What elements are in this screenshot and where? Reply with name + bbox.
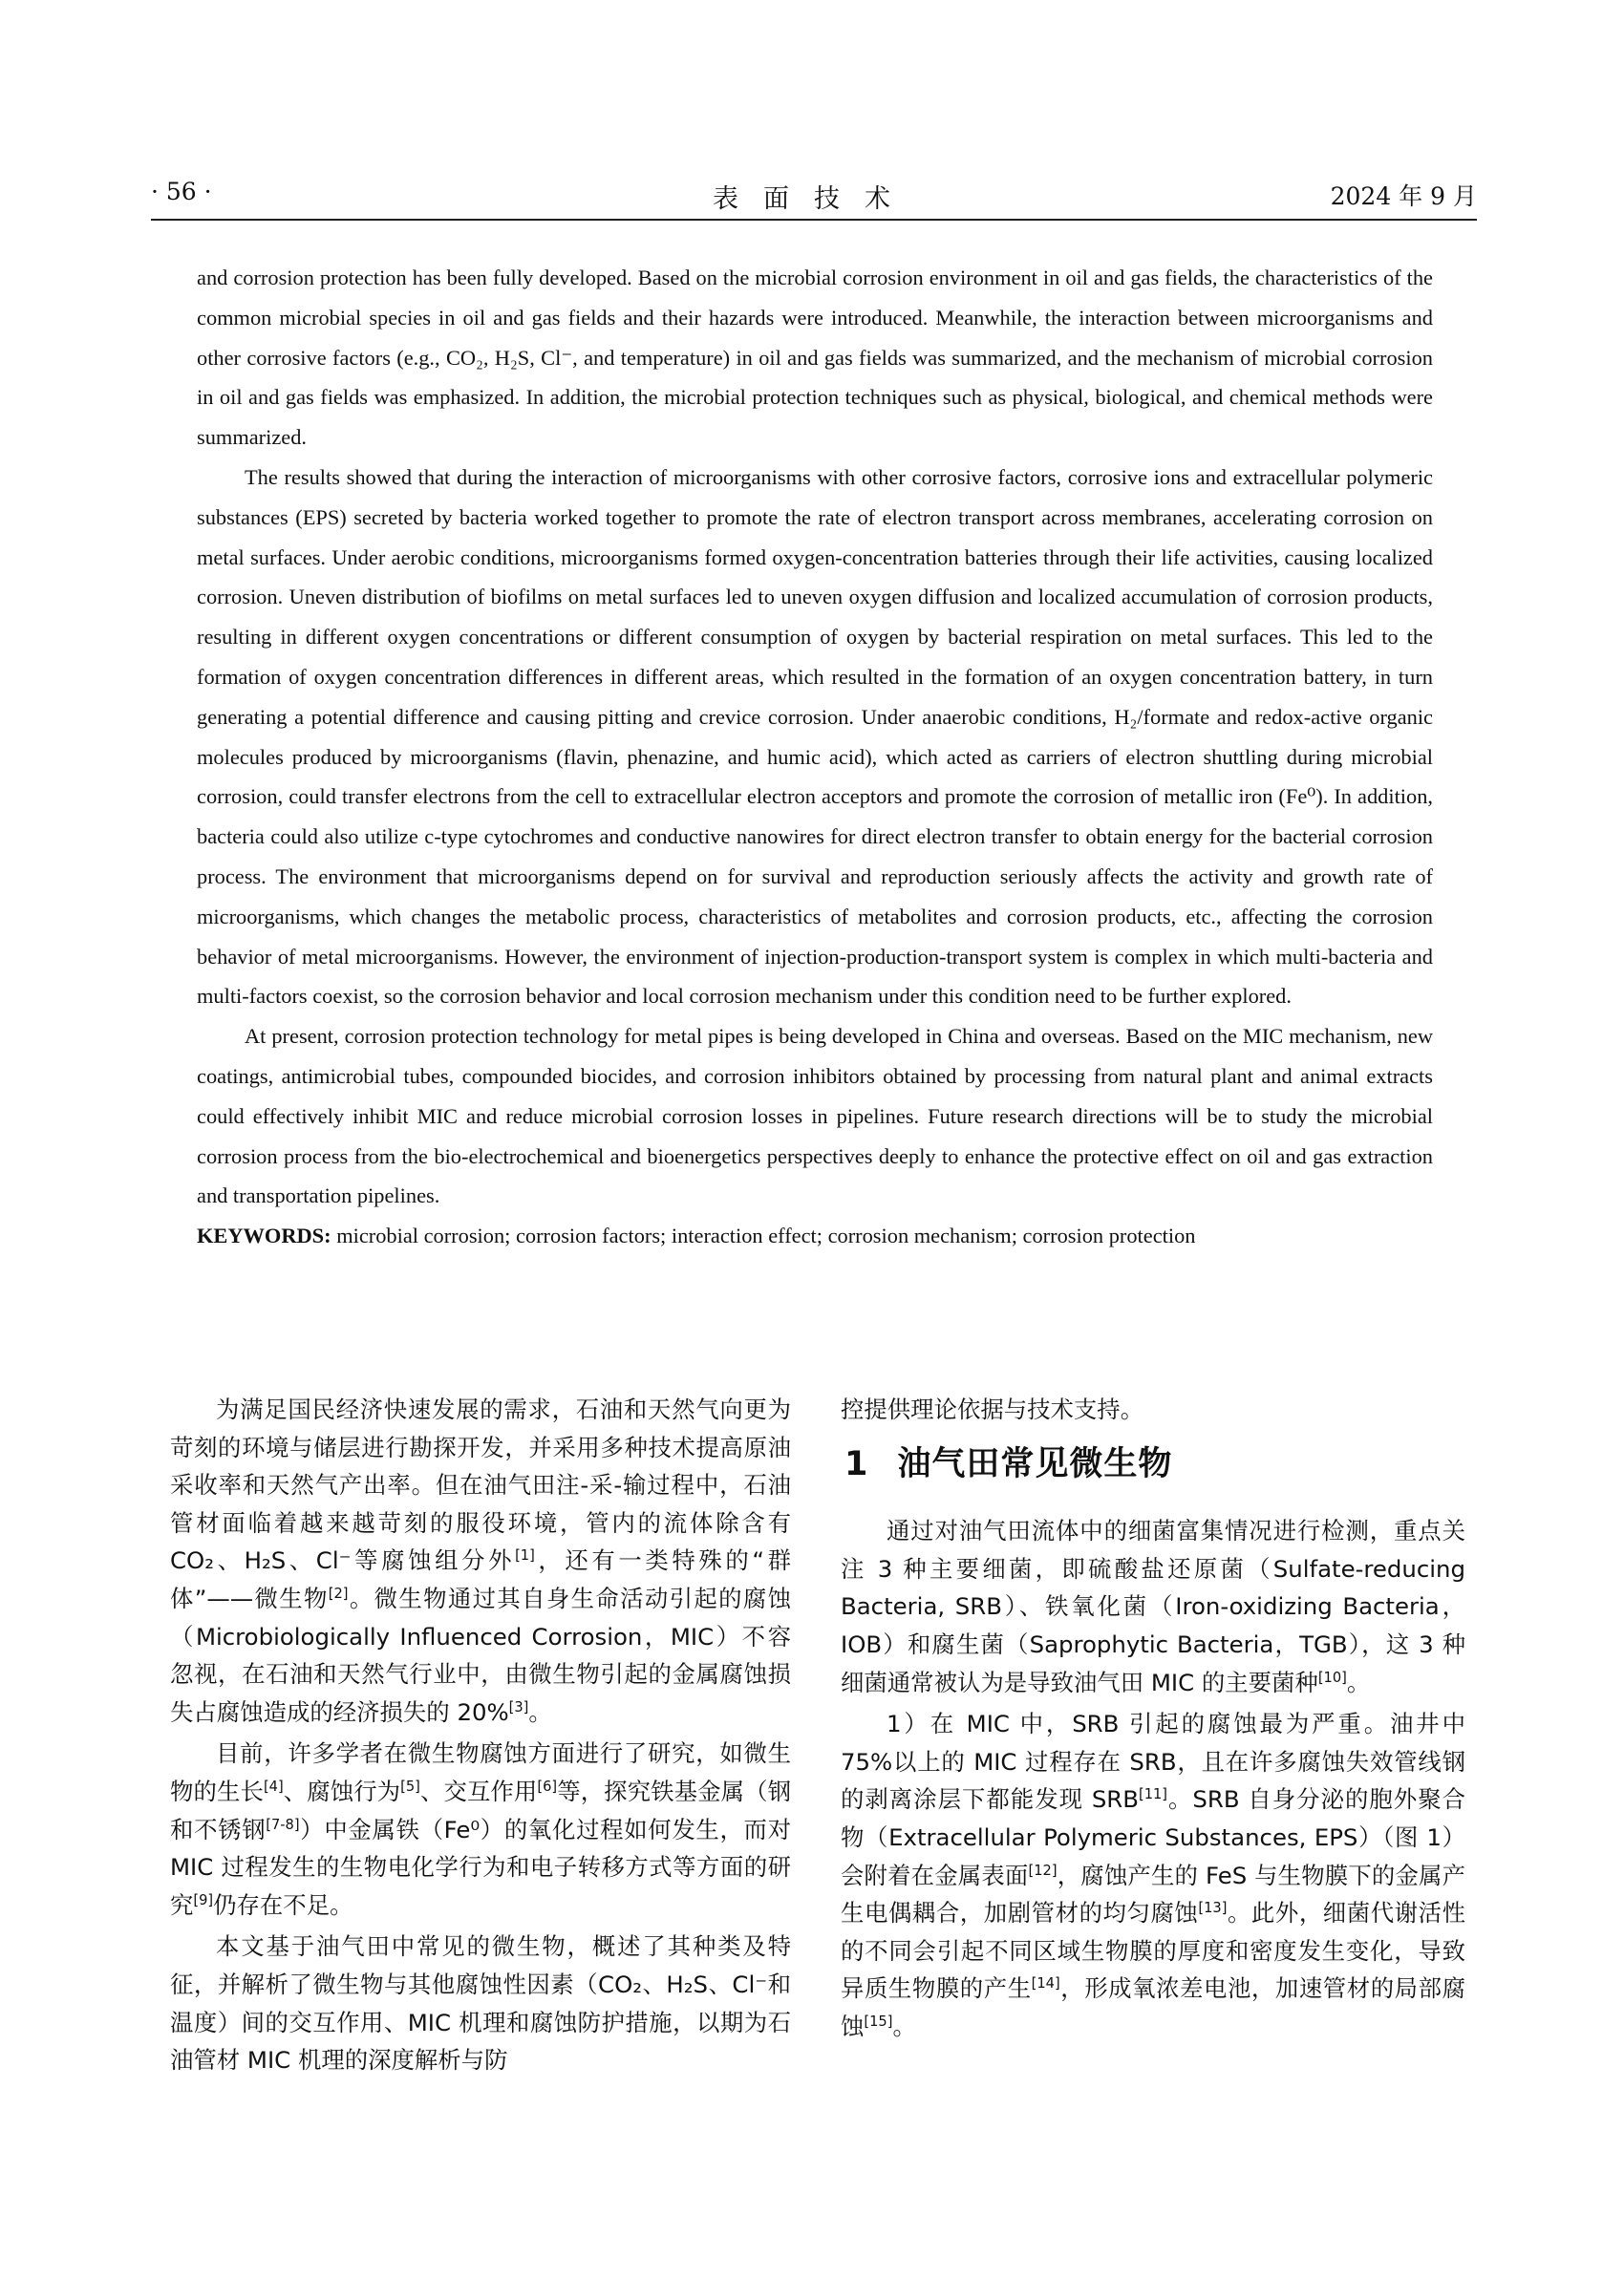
citation-marker: [5] xyxy=(400,1778,420,1795)
running-header xyxy=(151,178,1477,216)
citation-marker: [11] xyxy=(1138,1786,1168,1803)
citation-marker: [12] xyxy=(1028,1862,1058,1879)
section-title: 油气田常见微生物 xyxy=(897,1444,1173,1483)
abstract-paragraph-2: The results showed that during the interaction of microorganisms with other corrosive factors, corrosive ions and extracellular polymeric substances (EPS) secreted by bacteria worked together to promote the rate of electron transport across membranes, accelerating corrosion on metal surfaces. Under aerobic conditions, microorganisms formed oxygen-concentration batteries through their life activities, causing localized corrosion. Uneven distribution of biofilms on metal surfaces led to uneven oxygen diffusion and localized accumulation of corrosion products, resulting in different oxygen concentrations or different consumption of oxygen by bacterial respiration on metal surfaces. This led to the formation of oxygen concentration differences in different areas, which resulted in the formation of an oxygen concentration battery, in turn generating a potential difference and causing pitting and crevice corrosion. Under anaerobic conditions, H₂/formate and redox-active organic molecules produced by microorganisms (flavin, phenazine, and humic acid), which acted as carriers of electron shuttling during microbial corrosion, could transfer electrons from the cell to extracellular electron acceptors and promote the corrosion of metallic iron (Fe⁰). In addition, bacteria could also utilize c-type cytochromes and conductive nanowires for direct electron transfer to obtain energy for the bacterial corrosion process. The environment that microorganisms depend on for survival and reproduction seriously affects the activity and growth rate of microorganisms, which changes the metabolic process, characteristics of metabolites and corrosion products, etc., affecting the corrosion behavior of metal microorganisms. However, the environment of injection-production-transport system is complex in which multi-bacteria and multi-factors coexist, so the corrosion behavior and local corrosion mechanism under this condition need to be further explored. xyxy=(197,464,1433,1009)
section-heading xyxy=(844,1446,1465,1484)
page-number: · 56 · xyxy=(151,178,212,205)
body-column-right xyxy=(841,1391,1465,2050)
keywords-label: KEYWORDS: xyxy=(197,1224,331,1248)
citation-marker: [3] xyxy=(508,1698,529,1715)
body-paragraph: 通过对油气田流体中的细菌富集情况进行检测，重点关注 3 种主要细菌，即硫酸盐还原菌（Sulfate-reducing Bacteria, SRB）、铁氧化菌（Iron-oxidizing Bacteria，IOB）和腐生菌（Saprophytic Bacteria，TGB），这 3 种细菌通常被认为是导致油气田 MIC 的主要菌种[10]。 xyxy=(841,1517,1465,1696)
citation-marker: [7-8] xyxy=(266,1816,300,1833)
body-paragraph-continued: 控提供理论依据与技术支持。 xyxy=(841,1396,1144,1423)
body-paragraph: 本文基于油气田中常见的微生物，概述了其种类及特征，并解析了微生物与其他腐蚀性因素（CO₂、H₂S、Cl⁻和温度）间的交互作用、MIC 机理和腐蚀防护措施，以期为石油管材 MIC 机理的深度解析与防 xyxy=(170,1932,791,2075)
body-paragraph: 目前，许多学者在微生物腐蚀方面进行了研究，如微生物的生长[4]、腐蚀行为[5]、交互作用[6]等，探究铁基金属（钢和不锈钢[7-8]）中金属铁（Fe⁰）的氧化过程如何发生，而对 MIC 过程发生的生物电化学行为和电子转移方式等方面的研究[9]仍存在不足。 xyxy=(170,1739,791,1919)
issue-date: 2024 年 9 月 xyxy=(1330,182,1477,210)
citation-marker: [15] xyxy=(864,2013,893,2030)
english-abstract xyxy=(197,258,1433,1256)
abstract-paragraph-3: At present, corrosion protection technology for metal pipes is being developed in China and overseas. Based on the MIC mechanism, new coatings, antimicrobial tubes, compounded biocides, and corrosion inhibitors obtained by processing from natural plant and animal extracts could effectively inhibit MIC and reduce microbial corrosion losses in pipelines. Future research directions will be to study the microbial corrosion process from the bio-electrochemical and bioenergetics perspectives deeply to enhance the protective effect on oil and gas extraction and transportation pipelines. xyxy=(197,1024,1433,1208)
body-paragraph: 为满足国民经济快速发展的需求，石油和天然气向更为苛刻的环境与储层进行勘探开发，并采用多种技术提高原油采收率和天然气产出率。但在油气田注-采-输过程中，石油管材面临着越来越苛刻的服役环境，管内的流体除含有 CO₂、H₂S、Cl⁻等腐蚀组分外[1]，还有一类特殊的“群体”——微生物[2]。微生物通过其自身生命活动引起的腐蚀（Microbiologically Influenced Corrosion，MIC）不容忽视，在石油和天然气行业中，由微生物引起的金属腐蚀损失占腐蚀造成的经济损失的 20%[3]。 xyxy=(170,1396,791,1726)
citation-marker: [13] xyxy=(1198,1900,1228,1916)
citation-marker: [6] xyxy=(537,1778,558,1795)
citation-marker: [10] xyxy=(1317,1669,1347,1686)
section-number: 1 xyxy=(844,1444,869,1483)
body-paragraph: 1）在 MIC 中，SRB 引起的腐蚀最为严重。油井中 75%以上的 MIC 过程存在 SRB，且在许多腐蚀失效管线钢的剥离涂层下都能发现 SRB[11]。SRB 自身分泌的胞外聚合物（Extracellular Polymeric Substances, EPS）（图 1）会附着在金属表面[12]，腐蚀产生的 FeS 与生物膜下的金属产生电偶耦合，加剧管材的均匀腐蚀[13]。此外，细菌代谢活性的不同会引起不同区域生物膜的厚度和密度发生变化，导致异质生物膜的产生[14]，形成氧浓差电池，加速管材的局部腐蚀[15]。 xyxy=(841,1710,1465,2040)
citation-marker: [1] xyxy=(515,1547,535,1565)
keywords-line xyxy=(197,1216,1433,1256)
citation-marker: [2] xyxy=(328,1585,349,1602)
citation-marker: [14] xyxy=(1031,1975,1060,1992)
keywords-text: microbial corrosion; corrosion factors; interaction effect; corrosion mechanism; corrosion protection xyxy=(336,1224,1196,1248)
header-rule xyxy=(151,219,1477,221)
citation-marker: [9] xyxy=(193,1891,214,1908)
journal-name: 表面技术 xyxy=(713,184,915,214)
body-column-left xyxy=(170,1391,791,2083)
citation-marker: [4] xyxy=(263,1778,284,1795)
abstract-paragraph-1: and corrosion protection has been fully developed. Based on the microbial corrosion environment in oil and gas fields, the characteristics of the common microbial species in oil and gas fields and their hazards were introduced. Meanwhile, the interaction between microorganisms and other corrosive factors (e.g., CO₂, H₂S, Cl⁻, and temperature) in oil and gas fields was summarized, and the mechanism of microbial corrosion in oil and gas fields was emphasized. In addition, the microbial protection techniques such as physical, biological, and chemical methods were summarized. xyxy=(197,266,1433,450)
